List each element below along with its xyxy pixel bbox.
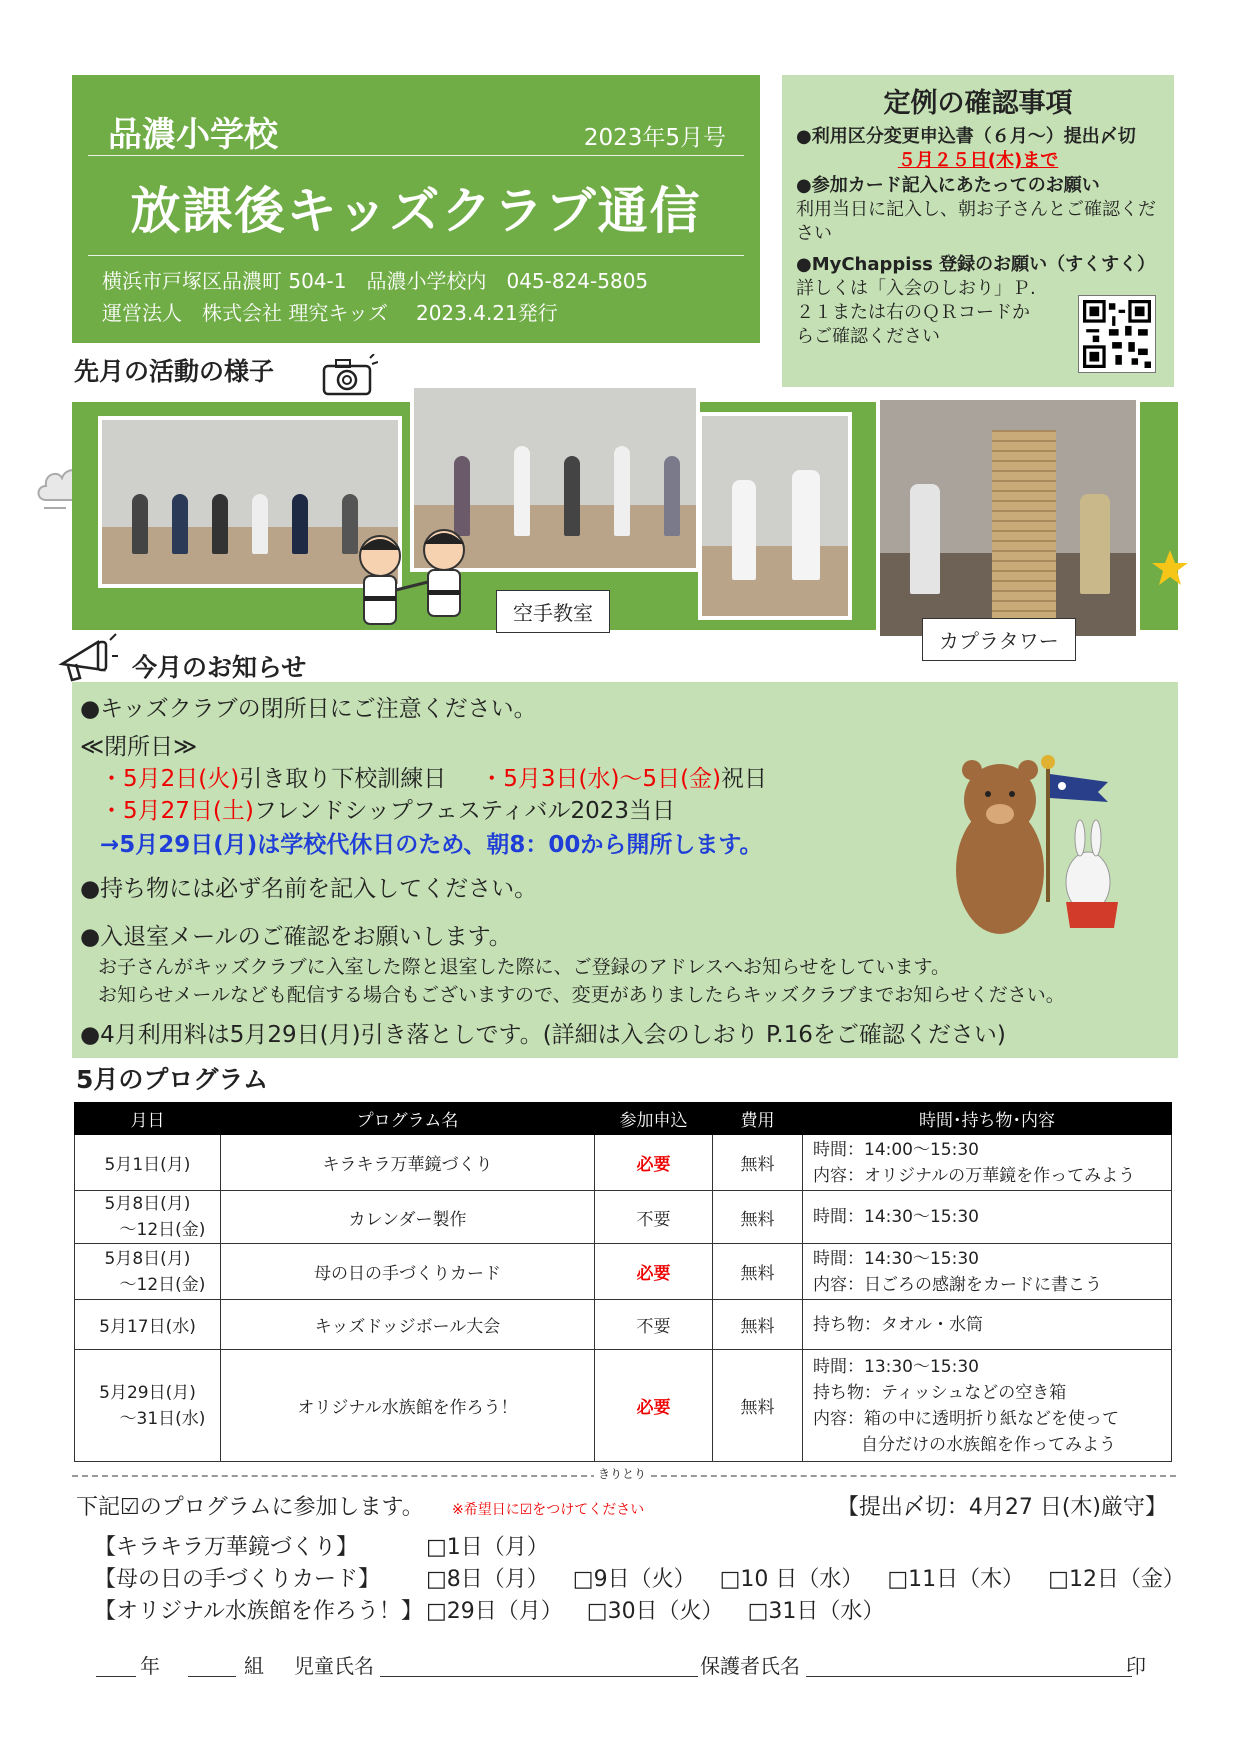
form-row — [94, 1530, 573, 1561]
notice-item: ●参加カード記入にあたってのお願い — [796, 175, 1100, 196]
form-program-name: 【母の日の手づくりカード】 — [94, 1567, 381, 1592]
published-date: 2023.4.21発行 — [415, 301, 558, 325]
fee-cell: 無料 — [713, 1244, 803, 1300]
program-name-cell: キラキラ万華鏡づくり — [221, 1135, 595, 1191]
form-deadline: 【提出〆切：4月27 日(木)厳守】 — [836, 1495, 1167, 1520]
newsletter-title: 放課後キッズクラブ通信 — [130, 182, 702, 240]
details-cell: 時間：14:30～15:30 — [803, 1191, 1172, 1244]
date-cell: 5月1日(月) — [75, 1135, 221, 1191]
fee-cell: 無料 — [713, 1300, 803, 1350]
qr-code-icon — [1083, 300, 1151, 368]
divider — [88, 255, 744, 256]
apply-cell: 必要 — [595, 1244, 713, 1300]
date-checkbox[interactable]: □10 日（水） — [719, 1567, 864, 1592]
kapla-tower-photo — [876, 396, 1140, 640]
year-field[interactable] — [96, 1676, 136, 1677]
qr-code[interactable] — [1078, 295, 1156, 373]
table-row — [75, 1350, 1172, 1462]
table-row — [75, 1244, 1172, 1300]
notice-deadline: ５月２５日(木)まで — [897, 150, 1059, 171]
table-row — [75, 1135, 1172, 1191]
operator-line — [102, 297, 558, 326]
class-label: 組 — [244, 1654, 264, 1678]
form-note: ※希望日に☑をつけてください — [452, 1502, 645, 1518]
form-row — [94, 1562, 1209, 1593]
star-icon — [1150, 548, 1190, 588]
news-line: ≪閉所日≫ — [80, 734, 198, 760]
child-name-label: 児童氏名 — [294, 1654, 374, 1678]
date-checkbox[interactable]: □11日（木） — [887, 1567, 1025, 1592]
notice-item: ●MyChappiss 登録のお願い（すくすく） — [796, 254, 1156, 275]
program-name-cell: カレンダー製作 — [221, 1191, 595, 1244]
date-checkbox[interactable]: □12日（金） — [1048, 1567, 1185, 1592]
date-checkbox[interactable]: □9日（火） — [572, 1567, 696, 1592]
program-table — [74, 1102, 1172, 1462]
date-checkbox[interactable]: □31日（水） — [747, 1599, 885, 1624]
date-cell: 5月8日(月) ～12日(金) — [75, 1244, 221, 1300]
program-name-cell: 母の日の手づくりカード — [221, 1244, 595, 1300]
form-program-name: 【キラキラ万華鏡づくり】 — [94, 1535, 359, 1560]
program-name-cell: キッズドッジボール大会 — [221, 1300, 595, 1350]
divider — [88, 155, 744, 156]
activity-title: 先月の活動の様子 — [74, 357, 275, 386]
child-name-field[interactable] — [380, 1676, 698, 1677]
column-header: プログラム名 — [221, 1103, 595, 1135]
news-title: 今月のお知らせ — [132, 653, 307, 682]
school-name: 品濃小学校 — [108, 115, 278, 155]
class-field[interactable] — [188, 1676, 236, 1677]
fee-cell: 無料 — [713, 1191, 803, 1244]
details-cell: 時間：14:30～15:30 内容：日ごろの感謝をカードに書こう — [803, 1244, 1172, 1300]
form-row — [94, 1594, 908, 1625]
date-checkbox[interactable]: □29日（月） — [426, 1599, 563, 1624]
kapla-tower — [992, 430, 1056, 620]
megaphone-icon — [58, 630, 118, 684]
table-header-row — [75, 1103, 1172, 1135]
news-line: ●持ち物には必ず名前を記入してください。 — [80, 876, 538, 902]
news-line: お子さんがキッズクラブに入室した際と退室した際に、ご登録のアドレスへお知らせをしています。 — [98, 956, 950, 978]
closed-days-line: ・5月2日(火)引き取り下校訓練日 ・5月3日(水)～5日(金)祝日 — [100, 766, 768, 792]
guardian-name-label: 保護者氏名 — [700, 1654, 800, 1678]
details-cell: 時間：13:30～15:30 持ち物：ティッシュなどの空き箱 内容：箱の中に透明折り紙などを使って 自分だけの水族館を作ってみよう — [803, 1350, 1172, 1462]
date-checkbox[interactable]: □8日（月） — [426, 1567, 549, 1592]
karate-instructor-photo — [698, 412, 852, 620]
date-cell: 5月29日(月) ～31日(水) — [75, 1350, 221, 1462]
header-box — [72, 75, 760, 343]
photo-caption: カプラタワー — [922, 618, 1076, 661]
bear-rabbit-carp-illustration — [948, 752, 1126, 938]
news-line: ●入退室メールのご確認をお願いします。 — [80, 924, 512, 950]
photo-caption: 空手教室 — [496, 590, 610, 633]
open-notice: →5月29日(月)は学校代休日のため、朝8：00から開所します。 — [100, 832, 763, 858]
column-header: 月日 — [75, 1103, 221, 1135]
address: 横浜市戸塚区品濃町 504-1 品濃小学校内 045-824-5805 — [102, 269, 649, 293]
apply-cell: 不要 — [595, 1191, 713, 1244]
notice-item: ●利用区分変更申込書（６月～）提出〆切 — [796, 126, 1136, 147]
issue-date: 2023年5月号 — [583, 125, 726, 151]
column-header: 時間･持ち物･内容 — [803, 1103, 1172, 1135]
column-header: 費用 — [713, 1103, 803, 1135]
program-title: 5月のプログラム — [76, 1065, 269, 1094]
news-line: ●キッズクラブの閉所日にご注意ください。 — [80, 696, 537, 722]
program-name-cell: オリジナル水族館を作ろう！ — [221, 1350, 595, 1462]
apply-cell: 必要 — [595, 1135, 713, 1191]
karate-kids-illustration — [342, 520, 482, 650]
apply-cell: 不要 — [595, 1300, 713, 1350]
year-label: 年 — [140, 1654, 160, 1678]
notice-title: 定例の確認事項 — [883, 88, 1073, 119]
notice-text: 利用当日に記入し、朝お子さんとご確認ください — [796, 199, 1156, 244]
form-heading: 下記☑のプログラムに参加します。 — [76, 1495, 424, 1520]
fee-cell: 無料 — [713, 1350, 803, 1462]
guardian-name-field[interactable] — [806, 1676, 1132, 1677]
details-cell: 時間：14:00～15:30 内容：オリジナルの万華鏡を作ってみよう — [803, 1135, 1172, 1191]
cut-label: きりとり — [594, 1465, 650, 1482]
table-row — [75, 1300, 1172, 1350]
camera-icon — [320, 354, 378, 398]
closed-days-line: ・5月27日(土)フレンドシップフェスティバル2023当日 — [100, 798, 675, 824]
fee-cell: 無料 — [713, 1135, 803, 1191]
date-checkbox[interactable]: □30日（火） — [586, 1599, 724, 1624]
seal-mark: 印 — [1126, 1654, 1146, 1678]
table-row — [75, 1191, 1172, 1244]
date-checkbox[interactable]: □1日（月） — [426, 1535, 549, 1560]
apply-cell: 必要 — [595, 1350, 713, 1462]
regular-notice-box — [782, 75, 1174, 387]
date-cell: 5月8日(月) ～12日(金) — [75, 1191, 221, 1244]
column-header: 参加申込 — [595, 1103, 713, 1135]
news-line: ●4月利用料は5月29日(月)引き落としです。(詳細は入会のしおり P.16をご確認ください) — [80, 1022, 1006, 1048]
notice-text: 詳しくは「入会のしおり」Ｐ.２１または右のＱＲコードからご確認ください — [796, 278, 1036, 347]
details-cell: 持ち物：タオル・水筒 — [803, 1300, 1172, 1350]
operator: 運営法人 株式会社 理究キッズ — [102, 301, 388, 325]
news-line: お知らせメールなども配信する場合もございますので、変更がありましたらキッズクラブまでお知らせください。 — [98, 984, 1065, 1006]
form-program-name: 【オリジナル水族館を作ろう！】 — [94, 1599, 423, 1624]
date-cell: 5月17日(水) — [75, 1300, 221, 1350]
